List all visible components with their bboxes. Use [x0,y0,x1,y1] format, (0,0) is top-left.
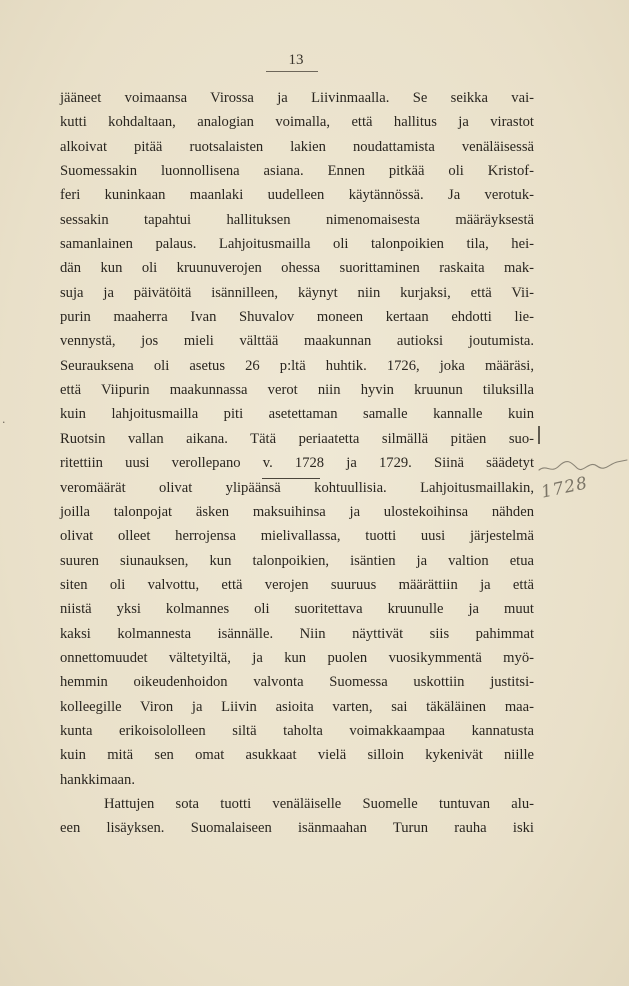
text-line: vennystä, jos mieli välttää maakunnan autioksi joutumista. [60,333,534,350]
text-line: kunta erikoisololleen siltä taholta voimakkaampaa kannatusta [60,722,534,739]
page-number-rule [266,71,318,72]
text-line: joilla talonpojat äsken maksuihinsa ja ulostekoihinsa nähden [60,503,534,520]
text-line: een lisäyksen. Suomalaiseen isänmaahan Turun rauha iski [60,820,534,837]
text-line: kutti kohdaltaan, analogian voimalla, että hallitus ja virastot [60,114,534,131]
text-line: feri kuninkaan maanlaki uudelleen käytännössä. Ja verotuk- [60,187,534,204]
text-line: sessakin tapahtui hallituksen nimenomaisesta määräyksestä [60,211,534,228]
pencil-underline [262,478,320,479]
text-line: että Viipurin maakunnassa verot niin hyvin kruunun tiluksilla [60,382,534,399]
text-line: purin maaherra Ivan Shuvalov moneen kertaan ehdotti lie- [60,309,534,326]
text-line: kolleegille Viron ja Liivin asioita varten, sai täkäläinen maa- [60,698,534,715]
page-number: 13 [288,52,304,68]
pencil-margin-note: 1728 [539,473,590,503]
text-line: onnettomuudet vältetyiltä, ja kun puolen vuosikymmentä myö- [60,649,534,666]
body-text [60,86,534,841]
text-line: alkoivat pitää ruotsalaisten lakien noudattamista venäläisessä [60,138,534,155]
pencil-margin-bar [538,426,540,444]
text-line: olivat olleet herrojensa mielivallassa, tuotti uusi järjestelmä [60,528,534,545]
text-line: suja ja päivätöitä isännilleen, käynyt niin kurjaksi, että Vii- [60,284,534,301]
text-line: veromäärät olivat ylipäänsä kohtuullisia. Lahjoitusmaillakin, [60,479,534,496]
text-line: Suomessakin luonnollisena asiana. Ennen pitkää oli Kristof- [60,163,534,180]
text-line: hemmin oikeudenhoidon valvonta Suomessa uskottiin justitsi- [60,674,534,691]
text-line: siten oli valvottu, että verojen suuruus määrättiin ja että [60,576,534,593]
text-line: kuin lahjoitusmailla piti asetettaman samalle kannalle kuin [60,406,534,423]
text-line: kuin mitä sen omat asukkaat vielä silloin kykenivät niille [60,747,534,764]
text-line: dän kun oli kruunuverojen ohessa suorittaminen raskaita mak- [60,260,534,277]
paragraph-start-line: Hattujen sota tuotti venäläiselle Suomelle tuntuvan alu- [104,795,534,812]
text-line: ritettiin uusi verollepano v. 1728 ja 1729. Siinä säädetyt [60,455,534,472]
text-line: Ruotsin vallan aikana. Tätä periaatetta silmällä pitäen suo- [60,430,534,447]
text-line: jääneet voimaansa Virossa ja Liivinmaalla. Se seikka vai- [60,90,534,106]
text-line: niistä yksi kolmannes oli suoritettava kruunulle ja muut [60,601,534,618]
text-line: samanlainen palaus. Lahjoitusmailla oli talonpoikien tila, hei- [60,236,534,253]
text-line: hankkimaan. [60,771,135,788]
text-line: kaksi kolmannesta isännälle. Niin näyttivät siis pahimmat [60,625,534,642]
text-line: suuren siunauksen, kun talonpoikien, isäntien ja valtion etua [60,552,534,569]
text-line: Seurauksena oli asetus 26 p:ltä huhtik. 1726, joka määräsi, [60,357,534,374]
pencil-tick-mark: · [2,416,6,429]
